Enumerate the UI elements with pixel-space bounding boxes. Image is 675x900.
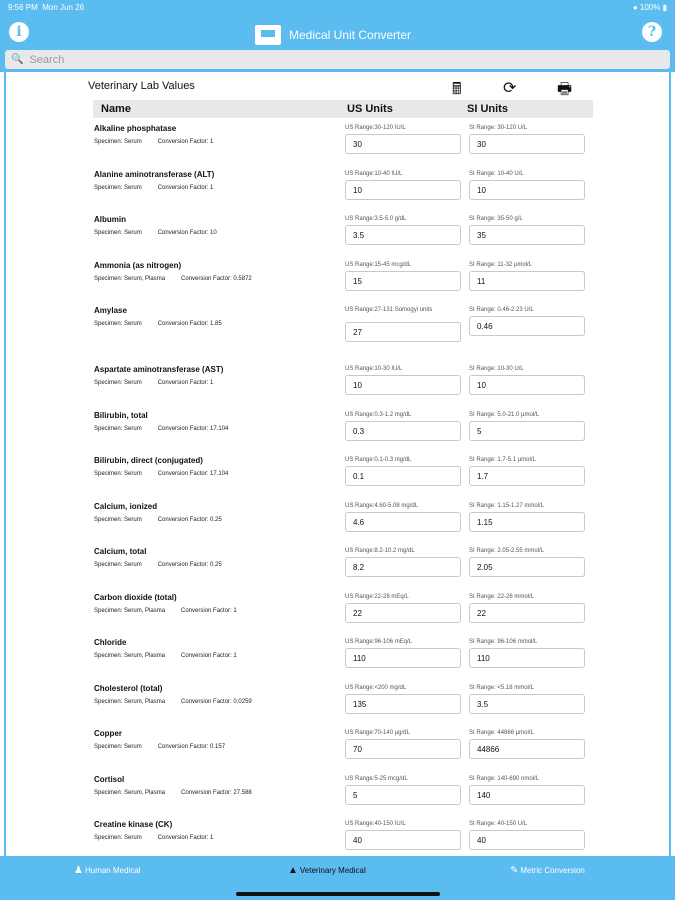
us-units-column-header: US Units	[347, 103, 393, 115]
us-value-input[interactable]: 0.3	[345, 421, 461, 441]
us-value-input[interactable]: 135	[345, 694, 461, 714]
specimen-label: Specimen:	[94, 471, 125, 477]
conversion-factor-label: Conversion Factor:	[157, 380, 211, 386]
tab-human-medical[interactable]	[74, 865, 141, 876]
conversion-factor-value: 1	[210, 184, 214, 191]
specimen-value: Serum, Plasma	[124, 789, 166, 796]
si-range-label: SI Range: 30-120 U/L	[469, 125, 528, 131]
us-range-label: US Range:40-150 IU/L	[345, 821, 406, 827]
si-range-label: SI Range: 44866 µmol/L	[469, 730, 534, 736]
specimen-info	[94, 744, 225, 750]
lab-test-name: Cholesterol (total)	[94, 683, 163, 693]
si-value-input[interactable]: 5	[469, 421, 585, 441]
si-units-column-header: SI Units	[467, 103, 508, 115]
lab-values-panel	[4, 72, 671, 856]
specimen-label: Specimen:	[94, 835, 125, 841]
conversion-factor-label: Conversion Factor:	[157, 230, 211, 236]
specimen-value: Serum	[124, 744, 142, 750]
us-value-input[interactable]: 10	[345, 180, 461, 200]
section-title: Veterinary Lab Values	[88, 80, 195, 92]
si-range-label: SI Range: 22-28 mmol/L	[469, 593, 535, 600]
navigation-bar	[0, 14, 675, 48]
si-value-input[interactable]: 22	[469, 603, 585, 623]
specimen-value: Serum	[124, 230, 142, 236]
specimen-label: Specimen:	[94, 139, 125, 145]
conversion-factor-label: Conversion Factor:	[181, 698, 234, 705]
lab-test-name: Cortisol	[94, 774, 125, 784]
specimen-value: Serum	[124, 835, 142, 841]
conversion-factor-label: Conversion Factor:	[157, 835, 211, 841]
specimen-label: Specimen:	[94, 321, 125, 327]
us-range-label: US Range:10-40 IU/L	[345, 170, 403, 177]
specimen-value: Serum	[124, 562, 142, 568]
battery-label: 100%	[639, 3, 661, 12]
search-bar	[0, 48, 675, 72]
specimen-info	[94, 230, 217, 236]
si-range-label: SI Range: 140-690 nmol/L	[469, 775, 540, 782]
us-range-label: US Range:70-140 µg/dL	[345, 730, 410, 736]
us-range-label: US Range:4.60-5.08 mg/dL	[345, 502, 419, 509]
lab-test-name: Aspartate aminotransferase (AST)	[94, 365, 224, 374]
table-row	[89, 365, 589, 411]
specimen-label: Specimen:	[94, 184, 125, 191]
us-value-input[interactable]: 0.1	[345, 466, 461, 486]
si-range-label: SI Range: 10-30 U/L	[469, 366, 524, 372]
si-value-input[interactable]: 10	[469, 180, 585, 200]
us-range-label: US Range:<200 mg/dL	[345, 684, 407, 691]
status-time: 9:56 PM	[8, 3, 38, 12]
ruler-icon: ✎	[510, 865, 519, 876]
specimen-info	[94, 790, 252, 796]
table-row	[89, 261, 589, 307]
us-value-input[interactable]: 110	[345, 648, 461, 668]
conversion-factor-label: Conversion Factor:	[157, 425, 211, 432]
conversion-factor-value: 0.0259	[233, 698, 252, 705]
table-header	[93, 100, 593, 118]
conversion-factor-value: 17.104	[210, 471, 229, 477]
us-range-label: US Range:8.2-10.2 mg/dL	[345, 548, 415, 554]
lab-test-name: Creatine kinase (CK)	[94, 820, 173, 829]
us-value-input[interactable]: 40	[345, 830, 461, 850]
lab-test-name: Ammonia (as nitrogen)	[94, 260, 182, 270]
specimen-value: Serum	[124, 139, 142, 145]
calculator-icon[interactable]: 🖩	[452, 81, 462, 98]
specimen-value: Serum	[124, 380, 142, 386]
conversion-factor-label: Conversion Factor:	[157, 139, 211, 145]
conversion-factor-label: Conversion Factor:	[157, 562, 211, 568]
specimen-value: Serum, Plasma	[124, 698, 166, 705]
si-range-label: SI Range: 96-106 mmol/L	[469, 639, 538, 645]
si-value-input[interactable]: 1.7	[469, 466, 585, 486]
lab-test-name: Alkaline phosphatase	[94, 124, 177, 133]
si-value-input[interactable]: 40	[469, 830, 585, 850]
print-icon[interactable]: 🖶	[557, 81, 573, 98]
us-value-input[interactable]: 4.6	[345, 512, 461, 532]
specimen-info	[94, 653, 237, 659]
search-placeholder: Search	[29, 53, 65, 66]
specimen-label: Specimen:	[94, 789, 125, 796]
conversion-factor-value: 1	[233, 653, 237, 659]
table-row	[89, 684, 589, 730]
specimen-label: Specimen:	[94, 744, 125, 750]
lab-test-name: Copper	[94, 729, 122, 738]
status-bar	[0, 0, 675, 14]
conversion-factor-label: Conversion Factor:	[181, 275, 234, 282]
conversion-factor-label: Conversion Factor:	[157, 184, 211, 191]
si-range-label: SI Range: 10-40 U/L	[469, 170, 524, 177]
si-range-label: SI Range: 5.0-21.0 µmol/L	[469, 411, 540, 418]
si-value-input[interactable]: 3.5	[469, 694, 585, 714]
specimen-info	[94, 471, 228, 477]
tab-veterinary-medical[interactable]	[288, 865, 366, 876]
us-value-input[interactable]: 27	[345, 322, 461, 342]
app-logo-icon	[255, 25, 281, 45]
specimen-label: Specimen:	[94, 380, 125, 386]
si-value-input[interactable]: 0.46	[469, 316, 585, 336]
us-value-input[interactable]: 3.5	[345, 225, 461, 245]
specimen-info	[94, 699, 252, 705]
si-value-input[interactable]: 11	[469, 271, 585, 291]
si-range-label: SI Range: 1.7-5.1 µmol/L	[469, 457, 536, 463]
conversion-factor-label: Conversion Factor:	[157, 321, 211, 327]
conversion-factor-value: 1	[233, 607, 237, 614]
conversion-factor-value: 0.157	[210, 744, 226, 750]
status-date: Mon Jun 26	[42, 3, 85, 12]
si-value-input[interactable]: 35	[469, 225, 585, 245]
us-value-input[interactable]: 30	[345, 134, 461, 154]
us-value-input[interactable]: 22	[345, 603, 461, 623]
table-row	[89, 775, 589, 821]
search-icon: 🔍	[11, 54, 24, 65]
tab-human-medical-label: Human Medical	[84, 866, 141, 875]
specimen-value: Serum	[124, 425, 142, 432]
specimen-value: Serum, Plasma	[124, 607, 166, 614]
conversion-factor-value: 10	[210, 230, 217, 236]
si-value-input[interactable]: 30	[469, 134, 585, 154]
us-range-label: US Range:3.5-5.0 g/dL	[345, 216, 407, 222]
lab-test-name: Calcium, ionized	[94, 501, 158, 511]
table-row	[89, 456, 589, 502]
si-value-input[interactable]: 1.15	[469, 512, 585, 532]
si-range-label: SI Range: 35-50 g/L	[469, 216, 523, 222]
conversion-factor-value: 0.25	[210, 562, 222, 568]
lab-test-name: Bilirubin, total	[94, 410, 148, 420]
battery-icon: ▮	[662, 3, 667, 12]
us-value-input[interactable]: 5	[345, 785, 461, 805]
table-row	[89, 215, 589, 261]
table-row	[89, 547, 589, 593]
specimen-info	[94, 139, 213, 145]
conversion-factor-label: Conversion Factor:	[157, 516, 211, 523]
specimen-info	[94, 835, 213, 841]
si-value-input[interactable]: 10	[469, 375, 585, 395]
home-indicator	[236, 892, 440, 896]
tab-veterinary-medical-label: Veterinary Medical	[299, 866, 366, 875]
specimen-label: Specimen:	[94, 516, 125, 523]
lab-test-name: Carbon dioxide (total)	[94, 592, 177, 602]
us-range-label: US Range:22-28 mEq/L	[345, 593, 409, 600]
lab-test-name: Chloride	[94, 638, 127, 647]
si-range-label: SI Range: 1.15-1.27 mmol/L	[469, 502, 545, 509]
conversion-factor-value: 1.85	[210, 321, 222, 327]
us-value-input[interactable]: 8.2	[345, 557, 461, 577]
conversion-factor-value: 1	[210, 835, 214, 841]
specimen-info	[94, 517, 222, 523]
lab-test-name: Amylase	[94, 306, 127, 315]
us-value-input[interactable]: 15	[345, 271, 461, 291]
refresh-icon[interactable]: ⟳	[503, 80, 517, 97]
name-column-header: Name	[101, 103, 131, 115]
lab-test-name: Calcium, total	[94, 547, 147, 556]
table-row	[89, 124, 589, 170]
si-range-label: SI Range: 2.05-2.55 mmol/L	[469, 548, 545, 554]
specimen-value: Serum, Plasma	[124, 275, 166, 282]
si-range-label: SI Range: <5.18 mmol/L	[469, 684, 534, 691]
conversion-factor-label: Conversion Factor:	[181, 607, 234, 614]
info-icon[interactable]: i	[9, 22, 29, 42]
conversion-factor-label: Conversion Factor:	[157, 744, 211, 750]
us-range-label: US Range:30-120 IU/L	[345, 125, 406, 131]
specimen-label: Specimen:	[94, 653, 125, 659]
search-input[interactable]	[5, 50, 670, 69]
lab-test-name: Albumin	[94, 215, 126, 224]
specimen-label: Specimen:	[94, 698, 125, 705]
table-row	[89, 638, 589, 684]
specimen-value: Serum	[124, 516, 142, 523]
specimen-info	[94, 185, 213, 191]
animal-icon: ▲	[288, 865, 298, 876]
us-value-input[interactable]: 70	[345, 739, 461, 759]
si-value-input[interactable]: 140	[469, 785, 585, 805]
specimen-info	[94, 321, 222, 327]
si-range-label: SI Range: 40-150 U/L	[469, 821, 528, 827]
us-range-label: US Range:96-106 mEq/L	[345, 639, 413, 645]
conversion-factor-label: Conversion Factor:	[181, 653, 234, 659]
specimen-info	[94, 562, 222, 568]
conversion-factor-value: 1	[210, 139, 214, 145]
conversion-factor-value: 0.5872	[233, 275, 252, 282]
specimen-value: Serum	[124, 321, 142, 327]
us-value-input[interactable]: 10	[345, 375, 461, 395]
specimen-label: Specimen:	[94, 562, 125, 568]
table-row	[89, 820, 589, 856]
specimen-label: Specimen:	[94, 425, 125, 432]
conversion-factor-value: 17.104	[210, 425, 229, 432]
table-row	[89, 502, 589, 548]
us-range-label: US Range:0.3-1.2 mg/dL	[345, 411, 412, 418]
si-value-input[interactable]: 44866	[469, 739, 585, 759]
lab-test-name: Bilirubin, direct (conjugated)	[94, 456, 203, 465]
specimen-label: Specimen:	[94, 607, 125, 614]
conversion-factor-label: Conversion Factor:	[157, 471, 211, 477]
us-range-label: US Range:10-30 IU/L	[345, 366, 403, 372]
table-row	[89, 729, 589, 775]
person-icon: ♟	[74, 865, 83, 876]
specimen-info	[94, 276, 252, 282]
us-range-label: US Range:5-25 mcg/dL	[345, 775, 408, 782]
help-icon[interactable]: ?	[642, 22, 662, 42]
conversion-factor-value: 0.25	[210, 516, 222, 523]
us-range-label: US Range:15-45 mcg/dL	[345, 261, 412, 268]
table-row	[89, 411, 589, 457]
conversion-factor-label: Conversion Factor:	[181, 789, 234, 796]
specimen-value: Serum, Plasma	[124, 653, 166, 659]
specimen-info	[94, 380, 213, 386]
specimen-info	[94, 426, 228, 432]
si-range-label: SI Range: 0.46-2.23 U/L	[469, 307, 534, 313]
us-range-label: US Range:27-131 Somogyi units	[345, 307, 433, 313]
app-title-label: Medical Unit Converter	[289, 28, 412, 42]
app-title	[255, 24, 411, 46]
si-value-input[interactable]: 2.05	[469, 557, 585, 577]
si-range-label: SI Range: 11-32 µmol/L	[469, 261, 533, 268]
conversion-factor-value: 27.588	[233, 789, 252, 796]
table-row	[89, 593, 589, 639]
tab-metric-conversion-label: Metric Conversion	[520, 866, 585, 875]
table-row	[89, 306, 589, 352]
conversion-factor-value: 1	[210, 380, 214, 386]
lab-test-name: Alanine aminotransferase (ALT)	[94, 169, 215, 179]
specimen-info	[94, 608, 237, 614]
specimen-value: Serum	[124, 471, 142, 477]
us-range-label: US Range:0.1-0.3 mg/dL	[345, 457, 412, 463]
wifi-icon: ●	[632, 3, 638, 12]
specimen-label: Specimen:	[94, 230, 125, 236]
table-row	[89, 170, 589, 216]
si-value-input[interactable]: 110	[469, 648, 585, 668]
specimen-value: Serum	[124, 184, 142, 191]
tab-metric-conversion[interactable]	[510, 865, 585, 876]
specimen-label: Specimen:	[94, 275, 125, 282]
